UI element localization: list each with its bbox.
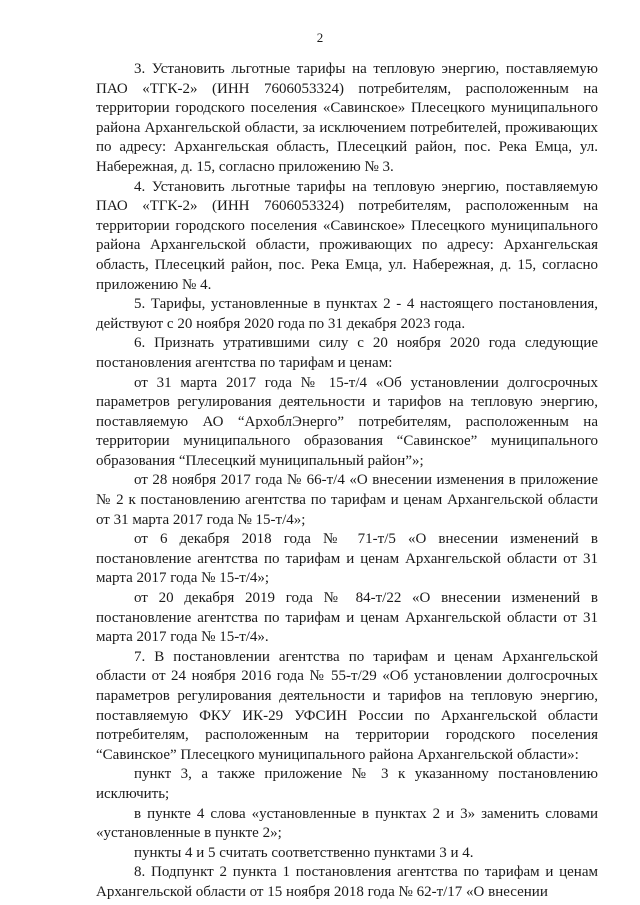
document-body <box>96 60 598 903</box>
paragraph-item-8: 8. Подпункт 2 пункта 1 постановления агентства по тарифам и ценам Архангельской области от 15 ноября 2018 года № 62-т/17 «О внесении <box>96 864 598 900</box>
paragraph-item-6: 6. Признать утратившими силу с 20 ноября 2020 года следующие постановления агентства по тарифам и ценам: <box>96 335 598 371</box>
repealed-act-2: от 28 ноября 2017 года № 66-т/4 «О внесении изменения в приложение № 2 к постановлению агентства по тарифам и ценам Архангельской области от 31 марта 2017 года № 15-т/4»; <box>96 472 598 528</box>
paragraph-item-7: 7. В постановлении агентства по тарифам и ценам Архангельской области от 24 ноября 2016 года № 55-т/29 «Об установлении долгосрочных параметров регулирования деятельности и тарифов на тепловую энергию, поставляемую ФКУ ИК-29 УФСИН России по Архангельской области потребителям, расположенным на территории городского поселения “Савинское” Плесецкого муниципального района Архангельской области»: <box>96 648 598 763</box>
repealed-act-4: от 20 декабря 2019 года № 84-т/22 «О внесении изменений в постановление агентства по тарифам и ценам Архангельской области от 31 марта 2017 года № 15-т/4». <box>96 590 598 646</box>
paragraph-item-5: 5. Тарифы, установленные в пунктах 2 - 4 настоящего постановления, действуют с 20 ноября 2020 года по 31 декабря 2023 года. <box>96 296 598 332</box>
amendment-1: пункт 3, а также приложение № 3 к указанному постановлению исключить; <box>96 766 598 802</box>
page-number: 2 <box>316 30 324 45</box>
amendment-2: в пункте 4 слова «установленные в пунктах 2 и 3» заменить словами «установленные в пункте 2»; <box>96 805 598 842</box>
amendment-3: пункты 4 и 5 считать соответственно пунктами 3 и 4. <box>134 844 474 861</box>
repealed-act-3: от 6 декабря 2018 года № 71-т/5 «О внесении изменений в постановление агентства по тарифам и ценам Архангельской области от 31 марта 2017 года № 15-т/4»; <box>96 531 598 587</box>
paragraph-item-3: 3. Установить льготные тарифы на тепловую энергию, поставляемую ПАО «ТГК-2» (ИНН 7606053324) потребителям, расположенным на территории городского поселения «Савинское» Плесецкого муниципального района Архангельской области, за исключением потребителей, проживающих по адресу: Архангельская область, Плесецкий район, пос. Река Емца, ул. Набережная, д. 15, согласно приложению № 3. <box>96 61 598 175</box>
paragraph-item-4: 4. Установить льготные тарифы на тепловую энергию, поставляемую ПАО «ТГК-2» (ИНН 7606053324) потребителям, расположенным на территории городского поселения «Савинское» Плесецкого муниципального района Архангельской области, проживающих по адресу: Архангельская область, Плесецкий район, пос. Река Емца, ул. Набережная, д. 15, согласно приложению № 4. <box>96 178 598 293</box>
repealed-act-1: от 31 марта 2017 года № 15-т/4 «Об установлении долгосрочных параметров регулирования деятельности и тарифов на тепловую энергию, поставляемую АО “АрхоблЭнерго” потребителям, расположенным на территории муниципального образования “Савинское” муниципального образования “Плесецкий муниципальный район”»; <box>96 374 598 469</box>
